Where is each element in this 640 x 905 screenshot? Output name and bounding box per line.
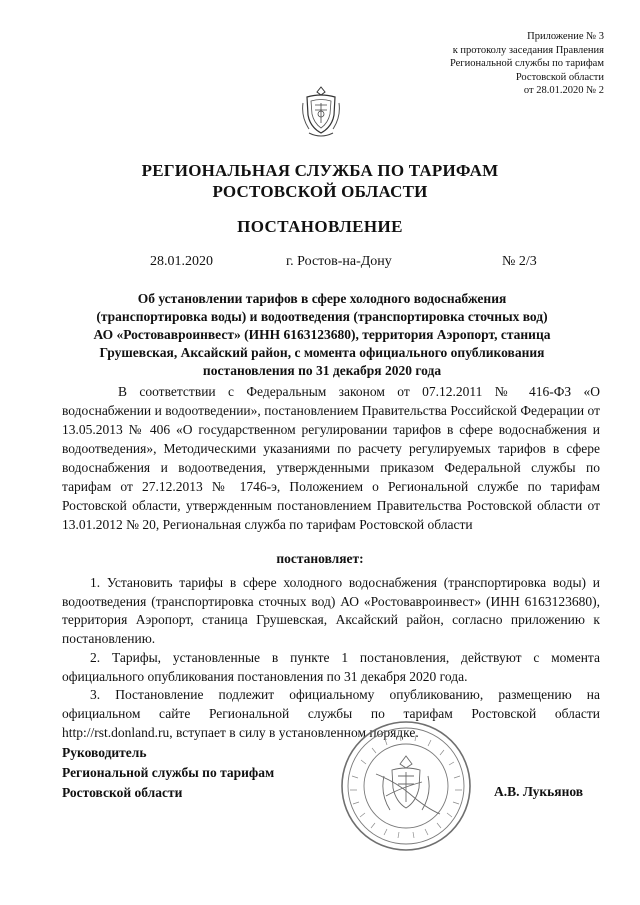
document-subject bbox=[62, 290, 582, 380]
signer-title-line: Руководитель bbox=[62, 745, 147, 760]
document-date: 28.01.2020 bbox=[150, 254, 213, 269]
document-number: № 2/3 bbox=[502, 254, 537, 269]
subject-line: постановления по 31 декабря 2020 года bbox=[202, 363, 442, 378]
agency-title-line: РОСТОВСКОЙ ОБЛАСТИ bbox=[212, 182, 428, 201]
document-meta bbox=[0, 254, 640, 272]
subject-line: Об установлении тарифов в сфере холодного водоснабжения bbox=[137, 291, 507, 306]
appendix-note-line: Ростовской области bbox=[515, 71, 604, 83]
decree-item-1: 1. Установить тарифы в сфере холодного водоснабжения (транспортировка воды) и водоотведения (транспортировка сточных вод) АО «Ростовавроинвест» (ИНН 6163123680), территория Аэропорт, станица Грушевская, Аксайский район, согласно приложению к постановлению. bbox=[62, 575, 600, 647]
preamble-paragraph: В соответствии с Федеральным законом от 07.12.2011 № 416-ФЗ «О водоснабжении и водоотведении», постановлением Правительства Российской Федерации от 13.05.2013 № 406 «О государственном регулировании тарифов в сфере водоснабжения и водоотведения», Методическими указаниями по расчету регулируемых тарифов в сфере водоснабжения и водоотведения, утвержденными приказом Федеральной службы по тарифам от 27.12.2013 № 1746-э, Положением о Региональной службе по тарифам Ростовской области, утвержденным постановлением Правительства Ростовской области от 13.01.2012 № 20, Региональная служба по тарифам Ростовской области bbox=[62, 384, 600, 532]
signer-name: А.В. Лукьянов bbox=[494, 784, 584, 799]
signer-title bbox=[62, 743, 274, 803]
appendix-note bbox=[324, 30, 604, 98]
appendix-note-line: от 28.01.2020 № 2 bbox=[523, 85, 604, 96]
appendix-note-line: Приложение № 3 bbox=[527, 31, 604, 42]
official-seal-icon bbox=[336, 716, 476, 856]
decree-item-2: 2. Тарифы, установленные в пункте 1 постановления, действуют с момента официального опубликования постановления по 31 декабря 2020 года. bbox=[62, 649, 600, 684]
subject-line: (транспортировка воды) и водоотведения (транспортировка сточных вод) bbox=[96, 309, 548, 324]
coat-of-arms-icon bbox=[301, 83, 341, 141]
signer-title-line: Региональной службы по тарифам bbox=[62, 765, 275, 780]
subject-line: Грушевская, Аксайский район, с момента официального опубликования bbox=[99, 345, 545, 360]
subject-line: АО «Ростовавроинвест» (ИНН 6163123680), территория Аэропорт, станица bbox=[93, 327, 551, 342]
decree-items bbox=[62, 574, 600, 742]
appendix-note-line: Региональной службы по тарифам bbox=[449, 58, 604, 69]
agency-title-line: РЕГИОНАЛЬНАЯ СЛУЖБА ПО ТАРИФАМ bbox=[141, 161, 499, 180]
appendix-note-line: к протоколу заседания Правления bbox=[452, 44, 604, 56]
document-type: ПОСТАНОВЛЕНИЕ bbox=[237, 217, 403, 236]
agency-title bbox=[0, 160, 640, 202]
document-city: г. Ростов-на-Дону bbox=[286, 254, 392, 269]
decree-item-3: 3. Постановление подлежит официальному опубликованию, размещению на официальном сайте Региональной службы по тарифам Ростовской области http://rst.donland.ru, вступает в силу в установленном порядке. bbox=[62, 687, 600, 740]
signer-title-line: Ростовской области bbox=[62, 785, 183, 800]
decree-word: постановляет: bbox=[276, 551, 364, 566]
